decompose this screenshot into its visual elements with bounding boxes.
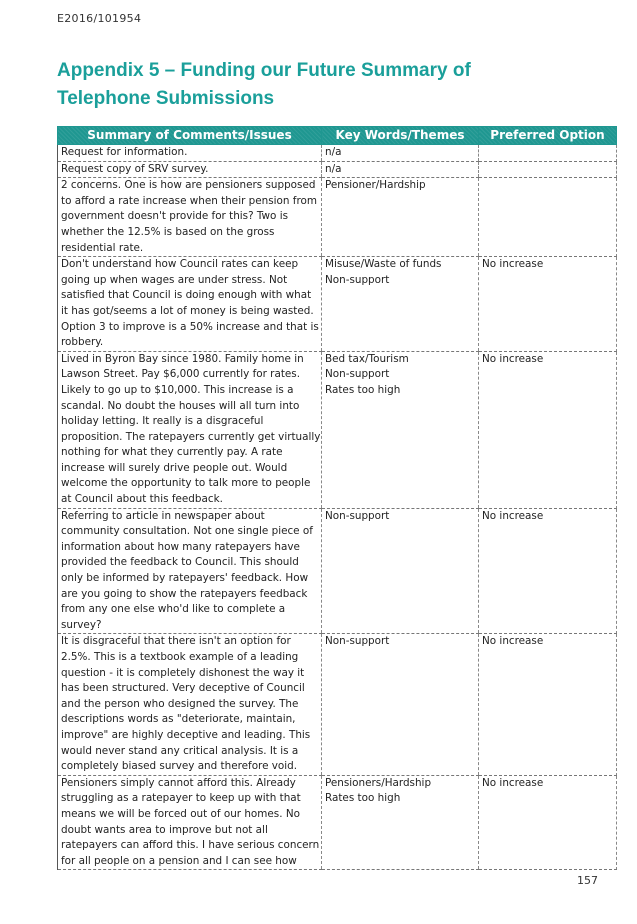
preferred-option-cell — [479, 178, 617, 257]
cell-line: Likely to go up to $10,000. This increase is a — [61, 383, 294, 396]
cell-line: ratepayers can afford this. I have serious concern — [61, 839, 320, 852]
keywords-cell — [322, 351, 479, 508]
keywords-cell — [322, 634, 479, 775]
cell-line: scandal. No doubt the houses will all turn into — [61, 399, 300, 412]
table-row — [58, 508, 617, 634]
cell-line: improve" are highly deceptive and leading. This — [61, 728, 311, 741]
cell-line: 2.5%. This is a textbook example of a leading — [61, 651, 299, 663]
cell-line: Misuse/Waste of funds — [325, 258, 442, 271]
cell-line: provided the feedback to Council. This should — [61, 556, 299, 569]
header-summary: Summary of Comments/Issues — [58, 127, 322, 145]
cell-line: government doesn't provide for this? Two is — [61, 210, 288, 223]
cell-line: n/a — [325, 162, 342, 175]
cell-line: n/a — [325, 146, 342, 158]
cell-line: survey? — [61, 618, 102, 631]
table-header-row — [58, 127, 617, 145]
cell-line: welcome the opportunity to talk more to people — [61, 477, 311, 490]
summary-cell — [58, 508, 322, 634]
summary-cell — [58, 257, 322, 352]
keywords-cell — [322, 257, 479, 352]
preferred-option-cell — [479, 145, 617, 162]
cell-line: for all people on a pension and I can see how — [61, 854, 297, 867]
cell-line: from any one else who'd like to complete a — [61, 603, 286, 616]
cell-line: information about how many ratepayers have — [61, 540, 300, 553]
cell-line: It is disgraceful that there isn't an option for — [61, 635, 291, 648]
cell-line: No increase — [482, 776, 544, 789]
cell-line: doubt wants area to improve but not all — [61, 823, 268, 836]
summary-cell — [58, 145, 322, 162]
cell-line: Request for information. — [61, 146, 188, 158]
header-preferred-option: Preferred Option — [479, 127, 617, 145]
header-keywords: Key Words/Themes — [322, 127, 479, 145]
document-reference: E2016/101954 — [57, 12, 142, 25]
cell-line: No increase — [482, 352, 544, 365]
cell-line: at Council about this feedback. — [61, 493, 223, 506]
submissions-table — [57, 126, 617, 870]
cell-line: Pensioner/Hardship — [325, 179, 426, 192]
cell-line: satisfied that Council is doing enough with what — [61, 289, 312, 302]
cell-line: Rates too high — [325, 792, 401, 805]
cell-line: only be informed by ratepayers' feedback. How — [61, 572, 309, 585]
preferred-option-cell — [479, 161, 617, 178]
cell-line: question - it is completely dishonest the way it — [61, 666, 305, 679]
cell-line: would never stand any critical analysis. It is a — [61, 744, 299, 757]
page-number: 157 — [577, 874, 598, 887]
preferred-option-cell — [479, 351, 617, 508]
table-row — [58, 775, 617, 870]
keywords-cell — [322, 161, 479, 178]
cell-line: Non-support — [325, 509, 390, 522]
cell-line: Referring to article in newspaper about — [61, 509, 265, 522]
cell-line: and the person who designed the survey. The — [61, 697, 299, 710]
cell-line: are you going to show the ratepayers feedback — [61, 587, 308, 600]
cell-line: Pensioners/Hardship — [325, 776, 432, 789]
table-row — [58, 161, 617, 178]
cell-line: Non-support — [325, 635, 390, 648]
summary-cell — [58, 351, 322, 508]
cell-line: whether the 12.5% is based on the gross — [61, 225, 275, 238]
summary-cell — [58, 178, 322, 257]
cell-line: community consultation. Not one single piece of — [61, 525, 313, 538]
preferred-option-cell — [479, 257, 617, 352]
cell-line: struggling as a ratepayer to keep up with that — [61, 792, 301, 805]
preferred-option-cell — [479, 634, 617, 775]
table-row — [58, 145, 617, 162]
summary-cell — [58, 161, 322, 178]
cell-line: robbery. — [61, 336, 104, 349]
cell-line: Option 3 to improve is a 50% increase and that is — [61, 320, 319, 333]
summary-cell — [58, 775, 322, 870]
table-row — [58, 634, 617, 775]
cell-line: Bed tax/Tourism — [325, 352, 409, 365]
cell-line: No increase — [482, 635, 544, 648]
summary-cell — [58, 634, 322, 775]
preferred-option-cell — [479, 508, 617, 634]
keywords-cell — [322, 775, 479, 870]
cell-line: Lawson Street. Pay $6,000 currently for rates. — [61, 368, 301, 381]
cell-line: residential rate. — [61, 241, 144, 254]
cell-line: Lived in Byron Bay since 1980. Family home in — [61, 352, 304, 365]
cell-line: Don't understand how Council rates can keep — [61, 258, 299, 271]
cell-line: proposition. The ratepayers currently get virtually — [61, 430, 321, 443]
table-row — [58, 257, 617, 352]
cell-line: holiday letting. It really is a disgraceful — [61, 415, 264, 428]
cell-line: descriptions words as "deteriorate, maintain, — [61, 713, 296, 726]
table-row — [58, 178, 617, 257]
cell-line: Rates too high — [325, 383, 401, 396]
cell-line: going up when wages are under stress. Not — [61, 273, 288, 286]
page-title: Appendix 5 – Funding our Future Summary of Telephone Submissions — [57, 60, 471, 109]
cell-line: increase will surely drive people out. Would — [61, 461, 288, 474]
cell-line: means we will be forced out of our homes. No — [61, 807, 300, 820]
cell-line: No increase — [482, 258, 544, 271]
cell-line: nothing for what they currently pay. A rate — [61, 446, 283, 459]
cell-line: Pensioners simply cannot afford this. Already — [61, 776, 296, 789]
cell-line: 2 concerns. One is how are pensioners supposed — [61, 179, 316, 192]
cell-line: Request copy of SRV survey. — [61, 162, 209, 175]
cell-line: it has got/seems a lot of money is being wasted. — [61, 304, 314, 317]
cell-line: Non-support — [325, 368, 390, 381]
keywords-cell — [322, 178, 479, 257]
cell-line: has been structured. Very deceptive of Council — [61, 682, 305, 695]
table-row — [58, 351, 617, 508]
cell-line: completely biased survey and therefore void. — [61, 760, 298, 773]
cell-line: to afford a rate increase when their pension from — [61, 194, 317, 207]
keywords-cell — [322, 145, 479, 162]
keywords-cell — [322, 508, 479, 634]
preferred-option-cell — [479, 775, 617, 870]
cell-line: Non-support — [325, 273, 390, 286]
cell-line: No increase — [482, 509, 544, 522]
